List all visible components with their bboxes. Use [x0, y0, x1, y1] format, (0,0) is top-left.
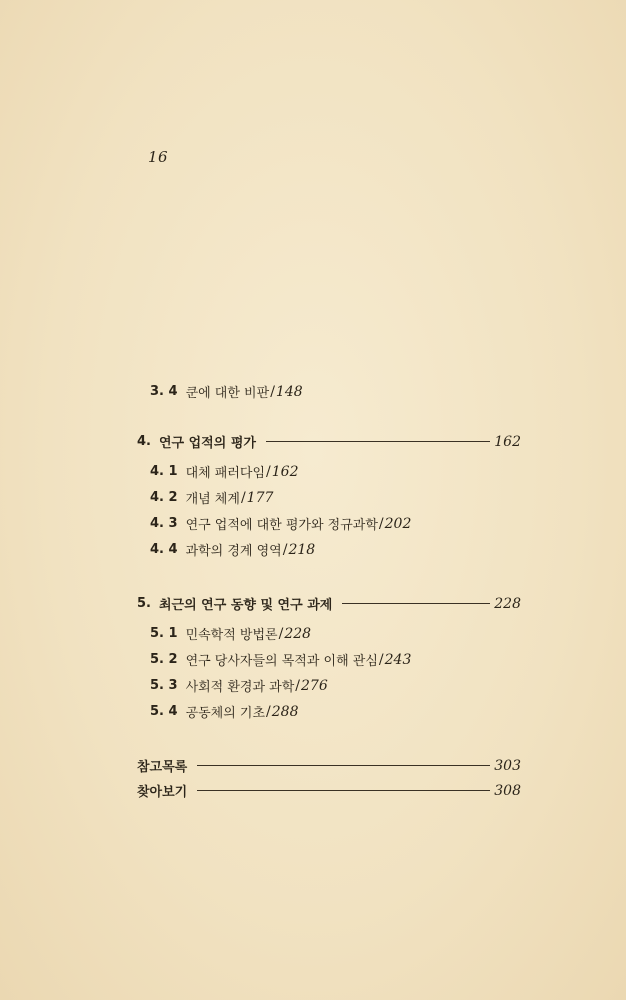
toc-entry-4-1[interactable]: [150, 462, 299, 481]
leader-line: [197, 790, 490, 791]
section-page: 228: [284, 625, 312, 642]
section-number: 4. 3: [150, 516, 178, 531]
slash-separator: /: [240, 489, 246, 506]
section-title: 공동체의 기초: [185, 706, 266, 721]
section-page: 202: [384, 515, 412, 532]
toc-entry-4-2[interactable]: [150, 488, 273, 507]
section-number: 5. 4: [150, 704, 178, 719]
section-title: 연구 당사자들의 목적과 이해 관심: [185, 654, 378, 669]
section-title: 개념 체계: [185, 492, 240, 507]
backmatter-title: 찾아보기: [137, 785, 188, 800]
section-title: 대체 패러다임: [185, 466, 266, 481]
section-number: 5. 1: [150, 626, 178, 641]
section-page: 148: [275, 383, 303, 400]
chapter-number: 4.: [137, 434, 151, 449]
section-number: 4. 2: [150, 490, 178, 505]
section-title: 사회적 환경과 과학: [185, 680, 295, 695]
slash-separator: /: [270, 383, 275, 400]
slash-separator: /: [295, 677, 301, 694]
chapter-title: 연구 업적의 평가: [158, 436, 256, 451]
slash-separator: /: [278, 625, 284, 642]
section-page: 177: [246, 489, 274, 506]
toc-entry-4-3[interactable]: [150, 514, 411, 533]
section-page: 243: [384, 651, 412, 668]
chapter-page: 162: [494, 433, 521, 450]
toc-index[interactable]: [137, 781, 521, 800]
page-number: 16: [148, 148, 169, 166]
chapter-number: 5.: [137, 596, 151, 611]
slash-separator: /: [266, 463, 271, 480]
toc-entry-5-1[interactable]: [150, 624, 311, 643]
toc-chapter-4[interactable]: [137, 432, 521, 451]
chapter-page: 228: [494, 595, 521, 612]
backmatter-page: 303: [494, 757, 521, 774]
slash-separator: /: [282, 541, 288, 558]
section-title: 연구 업적에 대한 평가와 정규과학: [185, 518, 378, 533]
toc-entry-5-4[interactable]: [150, 702, 299, 721]
section-number: 5. 2: [150, 652, 178, 667]
toc-entry-5-2[interactable]: [150, 650, 411, 669]
toc-references[interactable]: [137, 756, 521, 775]
leader-line: [197, 765, 490, 766]
slash-separator: /: [266, 703, 271, 720]
section-number: 3. 4: [150, 384, 178, 399]
section-page: 288: [271, 703, 299, 720]
section-title: 쿤에 대한 비판: [185, 386, 270, 401]
slash-separator: /: [378, 651, 384, 668]
section-page: 276: [301, 677, 328, 694]
toc-entry-5-3[interactable]: [150, 676, 328, 695]
section-number: 4. 1: [150, 464, 178, 479]
leader-line: [266, 441, 490, 442]
toc-chapter-5[interactable]: [137, 594, 521, 613]
section-number: 4. 4: [150, 542, 178, 557]
section-title: 민속학적 방법론: [185, 628, 278, 643]
section-title: 과학의 경계 영역: [185, 544, 282, 559]
toc-entry-4-4[interactable]: [150, 540, 315, 559]
slash-separator: /: [378, 515, 384, 532]
chapter-title: 최근의 연구 동향 및 연구 과제: [158, 598, 333, 613]
backmatter-page: 308: [494, 782, 521, 799]
backmatter-title: 참고목록: [137, 760, 188, 775]
toc-entry-3-4[interactable]: [150, 382, 303, 401]
section-page: 218: [288, 541, 316, 558]
leader-line: [342, 603, 490, 604]
section-number: 5. 3: [150, 678, 178, 693]
section-page: 162: [271, 463, 299, 480]
